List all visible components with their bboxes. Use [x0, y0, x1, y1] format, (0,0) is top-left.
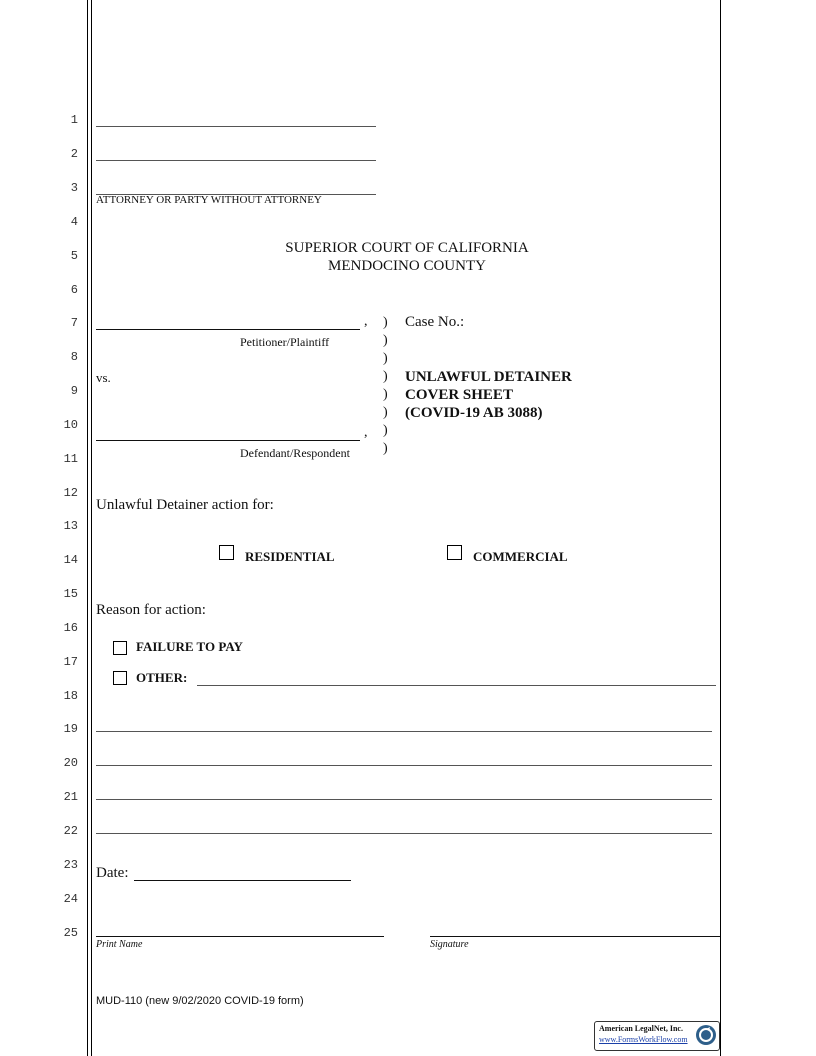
left-margin-line-inner [91, 0, 92, 1056]
publisher-name: American LegalNet, Inc. [599, 1024, 683, 1033]
explanation-line[interactable] [96, 799, 712, 800]
line-number: 3 [70, 181, 78, 195]
line-number: 8 [70, 350, 78, 364]
versus-label: vs. [96, 370, 111, 385]
defendant-label: Defendant/Respondent [240, 446, 350, 460]
caption-paren: ) [383, 441, 388, 456]
other-checkbox[interactable] [113, 671, 127, 685]
caption-paren: ) [383, 405, 388, 420]
case-number-label: Case No.: [405, 314, 465, 330]
failure-to-pay-checkbox[interactable] [113, 641, 127, 655]
petitioner-label: Petitioner/Plaintiff [240, 335, 330, 349]
line-number: 21 [63, 790, 78, 804]
caption-paren: ) [383, 369, 388, 384]
caption-paren: ) [383, 333, 388, 348]
caption-paren: ) [383, 423, 388, 438]
line-number: 18 [63, 689, 78, 703]
petitioner-name-line[interactable] [96, 329, 360, 330]
line-number: 25 [63, 926, 78, 940]
line-number: 19 [63, 722, 78, 736]
line-number: 4 [70, 215, 78, 229]
commercial-label: COMMERCIAL [473, 549, 568, 564]
line-number: 6 [70, 283, 78, 297]
caption-paren: ) [383, 315, 388, 330]
print-name-line[interactable] [96, 936, 384, 937]
defendant-comma: , [364, 425, 368, 440]
signature-label: Signature [430, 939, 469, 950]
residential-checkbox[interactable] [219, 545, 234, 560]
document-title-line-3: (COVID-19 AB 3088) [405, 405, 543, 421]
court-county: MENDOCINO COUNTY [328, 258, 486, 274]
line-number: 20 [63, 756, 78, 770]
line-number: 15 [63, 587, 78, 601]
line-number: 7 [70, 316, 78, 330]
caption-paren: ) [383, 387, 388, 402]
document-title-line-2: COVER SHEET [405, 387, 513, 403]
line-number: 14 [63, 553, 78, 567]
left-margin-line-outer [87, 0, 88, 1056]
action-heading: Unlawful Detainer action for: [96, 497, 274, 513]
line-number: 9 [70, 384, 78, 398]
line-number: 10 [63, 418, 78, 432]
explanation-line[interactable] [96, 833, 712, 834]
reason-heading: Reason for action: [96, 602, 206, 618]
petitioner-comma: , [364, 314, 368, 329]
attorney-label: ATTORNEY OR PARTY WITHOUT ATTORNEY [96, 194, 322, 206]
defendant-name-line[interactable] [96, 440, 360, 441]
publisher-logo[interactable] [594, 1021, 720, 1051]
date-line[interactable] [134, 880, 351, 881]
explanation-line[interactable] [96, 731, 712, 732]
attorney-line-2[interactable] [96, 160, 376, 161]
line-number: 5 [70, 249, 78, 263]
line-number: 2 [70, 147, 78, 161]
publisher-url[interactable]: www.FormsWorkFlow.com [599, 1035, 688, 1044]
line-number: 12 [63, 486, 78, 500]
line-number: 11 [63, 452, 78, 466]
court-name: SUPERIOR COURT OF CALIFORNIA [285, 240, 529, 256]
residential-label: RESIDENTIAL [245, 549, 335, 564]
line-number: 1 [70, 113, 78, 127]
right-margin-line [720, 0, 721, 1056]
commercial-checkbox[interactable] [447, 545, 462, 560]
line-number: 13 [63, 519, 78, 533]
caption-paren: ) [383, 351, 388, 366]
attorney-line-1[interactable] [96, 126, 376, 127]
line-number: 17 [63, 655, 78, 669]
line-number: 23 [63, 858, 78, 872]
failure-to-pay-label: FAILURE TO PAY [136, 639, 243, 654]
date-label: Date: [96, 865, 129, 881]
line-number: 24 [63, 892, 78, 906]
form-id: MUD-110 (new 9/02/2020 COVID-19 form) [96, 995, 304, 1007]
workflow-icon [695, 1024, 717, 1046]
other-label: OTHER: [136, 670, 188, 685]
line-number: 22 [63, 824, 78, 838]
explanation-line[interactable] [96, 765, 712, 766]
other-reason-line[interactable] [197, 685, 716, 686]
line-number: 16 [63, 621, 78, 635]
signature-line[interactable] [430, 936, 720, 937]
document-title-line-1: UNLAWFUL DETAINER [405, 369, 572, 385]
print-name-label: Print Name [96, 939, 143, 950]
